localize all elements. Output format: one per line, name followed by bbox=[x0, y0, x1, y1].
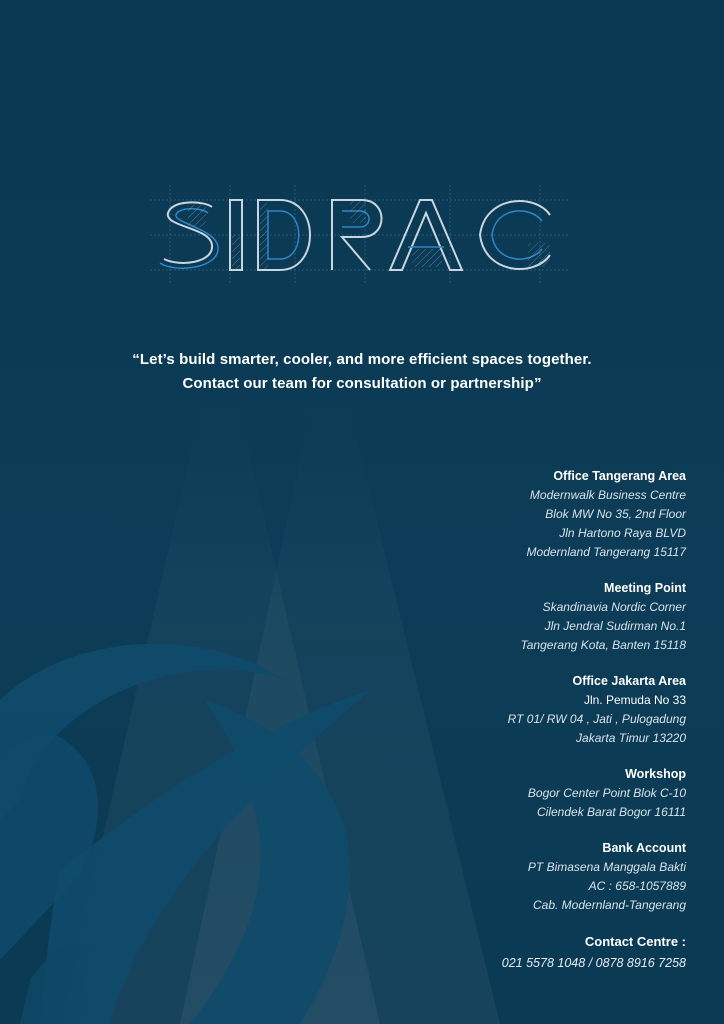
section-title: Bank Account bbox=[602, 841, 686, 855]
bank-line: AC : 658-1057889 bbox=[588, 879, 686, 893]
address-line: Jakarta Timur 13220 bbox=[576, 731, 686, 745]
sidrac-logo bbox=[150, 185, 570, 285]
meeting-point-block bbox=[356, 579, 686, 655]
section-title: Workshop bbox=[625, 767, 686, 781]
address-line: Blok MW No 35, 2nd Floor bbox=[545, 507, 686, 521]
address-line: Modernland Tangerang 15117 bbox=[526, 545, 686, 559]
address-line: Jln Hartono Raya BLVD bbox=[559, 526, 686, 540]
section-title: Meeting Point bbox=[604, 581, 686, 595]
contact-centre-block bbox=[356, 932, 686, 974]
address-line: Skandinavia Nordic Corner bbox=[542, 600, 686, 614]
address-line: Bogor Center Point Blok C-10 bbox=[527, 786, 686, 800]
office-tangerang-block bbox=[356, 467, 686, 562]
section-title: Office Tangerang Area bbox=[553, 469, 686, 483]
address-line: RT 01/ RW 04 , Jati , Pulogadung bbox=[507, 712, 686, 726]
address-line: Tangerang Kota, Banten 15118 bbox=[520, 638, 686, 652]
bank-line: Cab. Modernland-Tangerang bbox=[533, 898, 686, 912]
address-line: Cilendek Barat Bogor 16111 bbox=[537, 805, 686, 819]
tagline-line-2: Contact our team for consultation or partnership” bbox=[182, 375, 542, 392]
office-jakarta-block bbox=[356, 672, 686, 748]
bank-line: PT Bimasena Manggala Bakti bbox=[527, 860, 686, 874]
tagline-line-1: “Let’s build smarter, cooler, and more efficient spaces together. bbox=[132, 351, 592, 368]
workshop-block bbox=[356, 765, 686, 822]
contact-info bbox=[356, 467, 686, 991]
bank-account-block bbox=[356, 839, 686, 915]
address-line: Jln. Pemuda No 33 bbox=[583, 693, 686, 707]
contact-centre-title: Contact Centre : bbox=[584, 934, 686, 949]
address-line: Modernwalk Business Centre bbox=[529, 488, 686, 502]
address-line: Jln Jendral Sudirman No.1 bbox=[544, 619, 686, 633]
contact-centre-phones: 021 5578 1048 / 0878 8916 7258 bbox=[501, 956, 686, 970]
section-title: Office Jakarta Area bbox=[572, 674, 686, 688]
